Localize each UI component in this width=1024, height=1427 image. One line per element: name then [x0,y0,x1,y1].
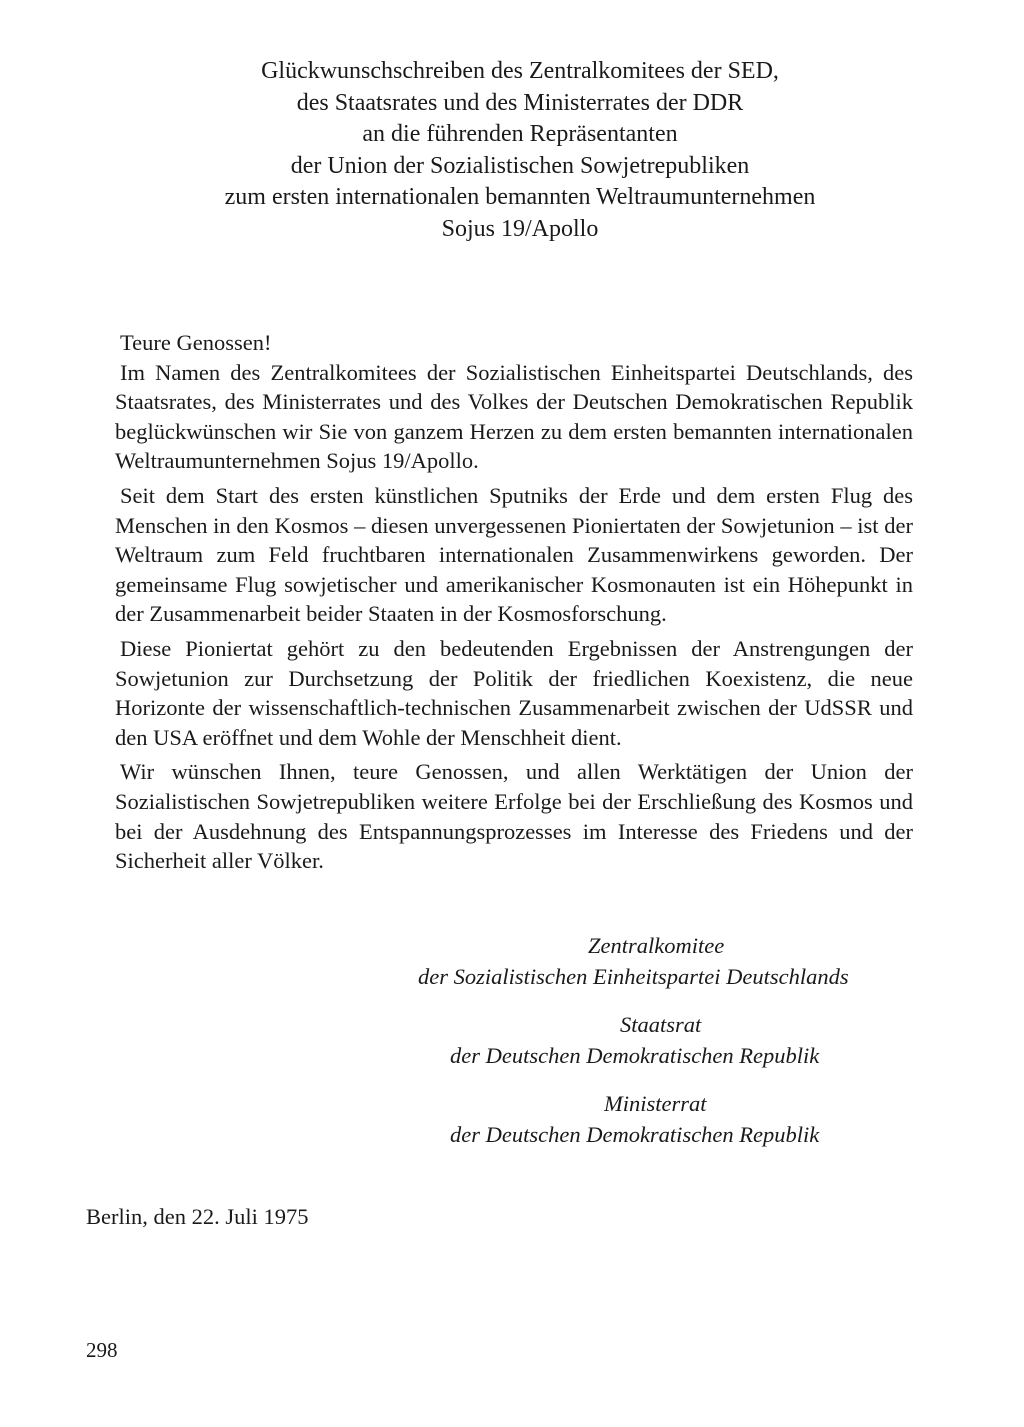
signature-detail: der Deutschen Demokratischen Republik [450,1043,820,1068]
title-line: des Staatsrates und des Ministerrates der DDR [296,89,744,116]
signature-detail: der Sozialistischen Einheitspartei Deutschlands [418,964,849,989]
title-line: Glückwunschschreiben des Zentralkomitees der SED, [261,58,779,84]
signature-name: Zentralkomitee [588,933,725,958]
signature-state-council [400,1009,912,1071]
document-title [120,56,920,245]
signature-section [400,930,912,1167]
place-and-date: Berlin, den 22. Juli 1975 [86,1204,309,1229]
letter-body [115,328,913,876]
title-line: zum ersten internationalen bemannten Weltraumunternehmen [224,184,816,210]
title-line: an die führenden Repräsentanten [362,121,678,147]
signature-name: Staatsrat [620,1012,702,1037]
salutation: Teure Genossen! [120,330,272,355]
signature-council-of-ministers [400,1088,912,1150]
paragraph: Wir wünschen Ihnen, teure Genossen, und allen Werktätigen der Union der Sozialistischen Sowjetrepubliken weitere Erfolge bei der Erschließung des Kosmos und bei der Ausdehnung des Entspannungsprozesses im Interesse des Friedens und der Sicherheit aller Völker. [115,759,913,874]
title-line: der Union der Sozialistischen Sowjetrepubliken [290,152,750,179]
page-number: 298 [86,1338,118,1362]
signature-name: Ministerrat [604,1091,707,1116]
paragraph: Im Namen des Zentralkomitees der Sozialistischen Einheitspartei Deutschlands, des Staatsrates, des Ministerrates und des Volkes der Deutschen Demokratischen Republik beglückwünschen wir Sie von ganzem Herzen zu dem ersten bemannten internationalen Weltraumunternehmen Sojus 19/Apollo. [115,359,913,474]
signature-central-committee [400,930,912,992]
signature-detail: der Deutschen Demokratischen Republik [450,1122,820,1147]
title-line: Sojus 19/Apollo [441,215,599,242]
paragraph: Diese Pioniertat gehört zu den bedeutenden Ergebnissen der Anstrengungen der Sowjetunion zur Durchsetzung der Politik der friedlichen Koexistenz, die neue Horizonte der wissenschaftlich-technischen Zusammenarbeit zwischen der UdSSR und den USA eröffnet und dem Wohle der Menschheit dient. [115,635,913,750]
paragraph: Seit dem Start des ersten künstlichen Sputniks der Erde und dem ersten Flug des Menschen in den Kosmos – diesen unvergessenen Pioniertaten der Sowjetunion – ist der Weltraum zum Feld fruchtbaren internationalen Zusammenwirkens geworden. Der gemeinsame Flug sowjetischer und amerikanischer Kosmonauten ist ein Höhepunkt in der Zusammenarbeit beider Staaten in der Kosmosforschung. [115,482,913,627]
